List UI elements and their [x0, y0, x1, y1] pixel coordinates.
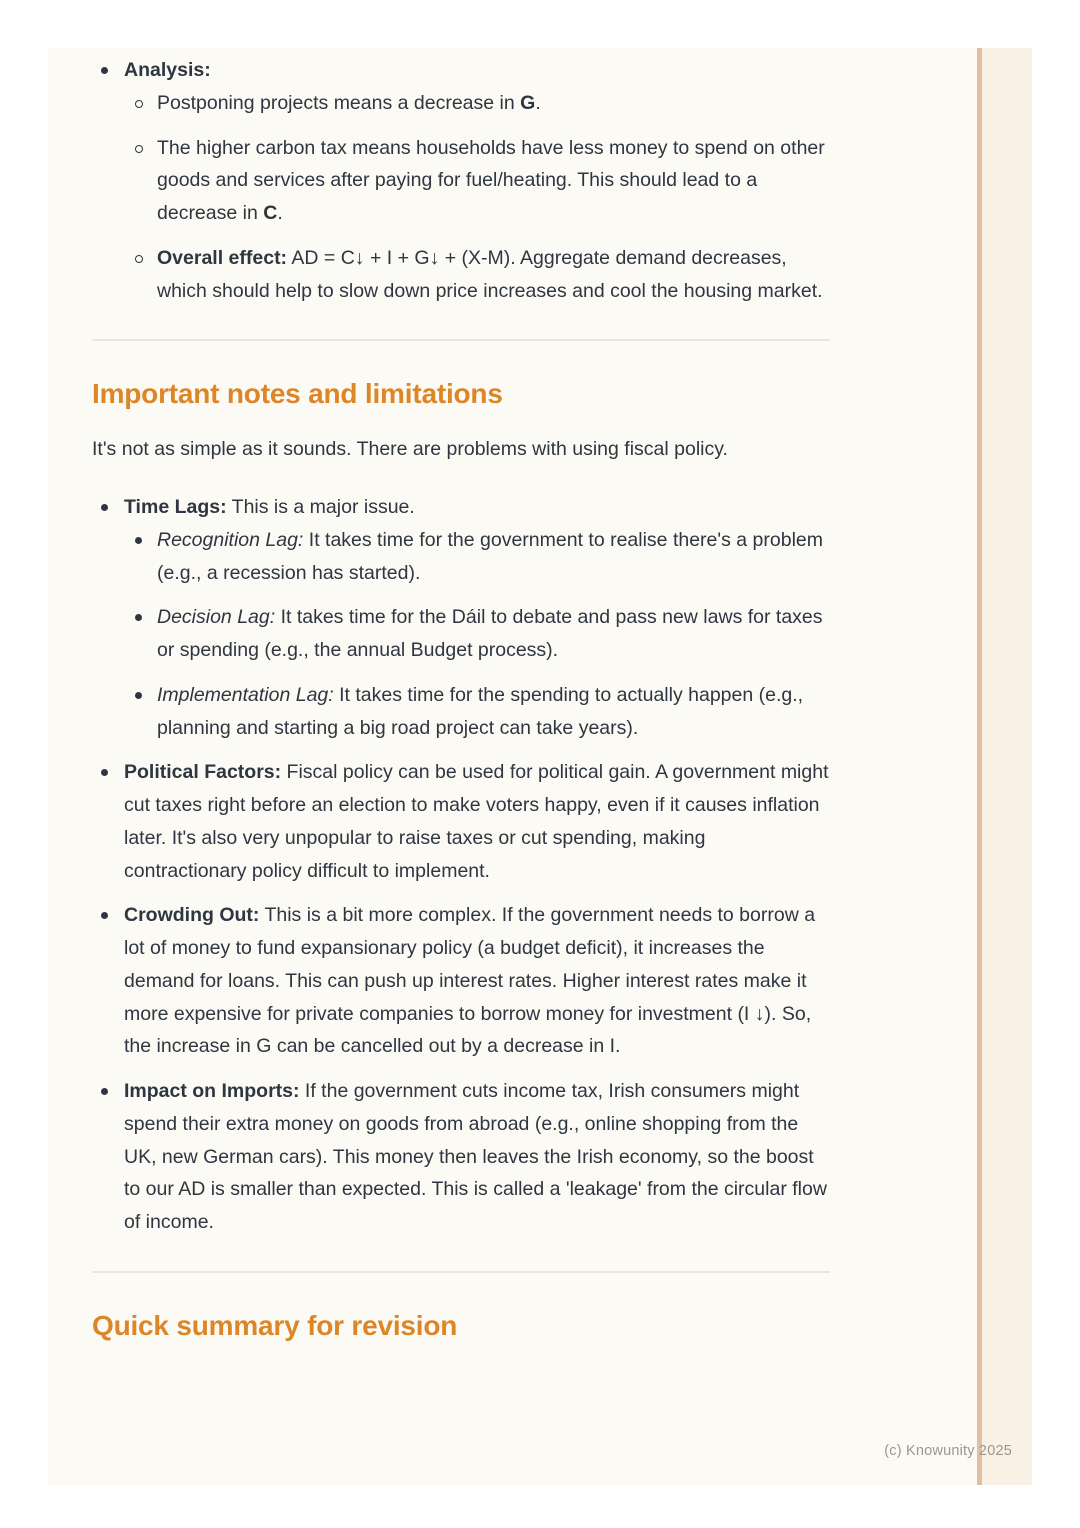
item-lead: Crowding Out: — [124, 904, 260, 927]
bullet-dot-icon — [101, 912, 108, 919]
item-text: It takes time for the government to realise there's a problem (e.g., a recession has started). — [157, 528, 823, 584]
bullet-circle-icon — [135, 100, 143, 108]
item-text: Fiscal policy can be used for political gain. A government might cut taxes right before an election to make voters happy, even if it causes inflation later. It's also very unpopular to raise taxes or cut spending, making contractionary policy difficult to implement. — [124, 761, 829, 882]
item-lead: Implementation Lag: — [157, 683, 334, 706]
list-item — [124, 87, 830, 120]
section-heading-summary: Quick summary for revision — [92, 1309, 458, 1341]
item-lead: Impact on Imports: — [124, 1080, 300, 1102]
item-text: It takes time for the spending to actually happen (e.g., planning and starting a big road project can take years). — [157, 683, 804, 739]
time-lags-sublist — [124, 524, 830, 745]
item-text: AD = C↓ + I + G↓ + (X-M). Aggregate demand decreases, which should help to slow down price increases and cool the housing market. — [157, 246, 823, 302]
list-item-time-lags — [92, 491, 830, 744]
list-item — [124, 524, 830, 590]
list-item — [124, 679, 830, 745]
item-text: The higher carbon tax means households have less money to spend on other goods and services after paying for fuel/heating. This should lead to a decrease in — [157, 136, 825, 224]
item-lead: Recognition Lag: — [157, 528, 304, 551]
list-item-political-factors — [92, 756, 830, 887]
section-divider — [92, 1271, 830, 1273]
page-content — [92, 54, 830, 1343]
bullet-dot-icon — [101, 504, 108, 511]
limitations-list — [92, 491, 830, 1239]
bullet-dot-icon — [101, 1088, 108, 1095]
item-text: If the government cuts income tax, Irish consumers might spend their extra money on goods from abroad (e.g., online shopping from the UK, new German cars). This money then leaves the Irish economy, so the boost to our AD is smaller than expected. This is called a 'leakage' from the circular flow of income. — [124, 1080, 827, 1233]
list-item — [124, 242, 830, 308]
item-text: . — [535, 91, 541, 114]
copyright-note: (c) Knowunity 2025 — [884, 1443, 1012, 1459]
intro-paragraph: It's not as simple as it sounds. There are problems with using fiscal policy. — [92, 438, 728, 461]
bullet-dot-icon — [135, 614, 142, 621]
item-text: It takes time for the Dáil to debate and pass new laws for taxes or spending (e.g., the annual Budget process). — [157, 606, 823, 661]
bullet-circle-icon — [135, 255, 143, 263]
list-item — [124, 132, 830, 230]
item-text: This is a bit more complex. If the government needs to borrow a lot of money to fund expansionary policy (a budget deficit), it increases the demand for loans. This can push up interest rates. Higher interest rates make it more expensive for private companies to borrow money for investment (I ↓). So, the increase in G can be cancelled out by a decrease in I. — [124, 904, 816, 1058]
list-item-crowding-out — [92, 899, 830, 1063]
item-lead: Time Lags: — [124, 496, 227, 518]
page-edge-line — [977, 48, 982, 1485]
list-item-analysis — [92, 54, 830, 307]
bullet-dot-icon — [135, 537, 142, 544]
section-heading-notes: Important notes and limitations — [92, 378, 503, 410]
item-text: This is a major issue. — [226, 496, 415, 518]
list-item-impact-imports — [92, 1075, 830, 1239]
analysis-list — [92, 54, 830, 307]
page-background — [48, 48, 1032, 1485]
section-divider — [92, 339, 830, 341]
analysis-label: Analysis: — [124, 59, 211, 81]
item-text: Postponing projects means a decrease in — [157, 91, 521, 114]
item-text: . — [277, 202, 283, 224]
item-bold: C — [263, 202, 278, 224]
item-lead: Political Factors: — [124, 761, 282, 784]
analysis-sublist — [124, 87, 830, 308]
item-lead: Decision Lag: — [157, 606, 276, 629]
list-item — [124, 601, 830, 667]
bullet-dot-icon — [101, 769, 108, 776]
page-edge-band — [982, 48, 1032, 1485]
item-bold: G — [520, 91, 536, 114]
item-lead: Overall effect: — [157, 246, 288, 269]
bullet-dot-icon — [135, 692, 142, 699]
bullet-dot-icon — [101, 67, 108, 74]
bullet-circle-icon — [135, 145, 143, 153]
